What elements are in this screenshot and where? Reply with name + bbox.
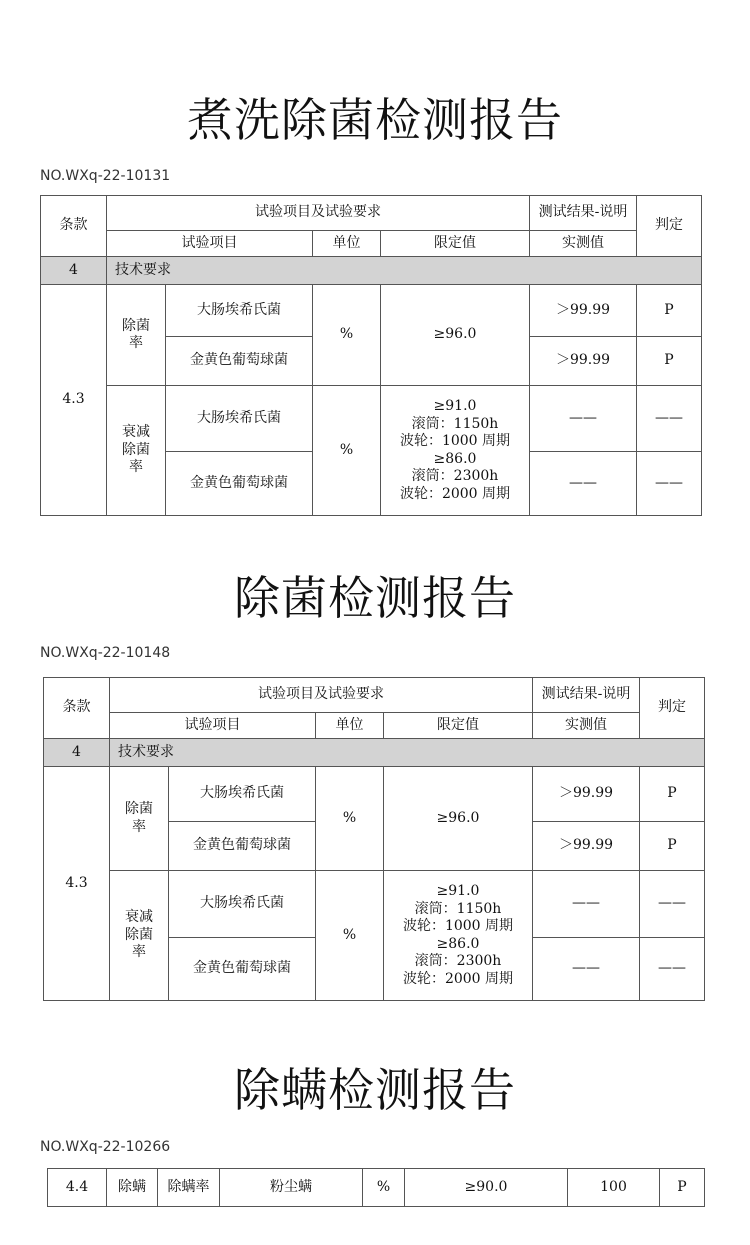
verdict-cell: P [637, 337, 702, 386]
verdict-cell: P [637, 285, 702, 337]
report-3-title: 除螨检测报告 [234, 1063, 516, 1117]
header-result-note: 测试结果-说明 [530, 196, 637, 231]
group-name: 除菌率 [107, 285, 166, 386]
measured-cell: —— [530, 452, 637, 516]
report-1-doc-no: NO.WXq-22-10131 [40, 168, 171, 184]
unit-cell: % [313, 285, 381, 386]
test-item: 大肠埃希氏菌 [166, 285, 313, 337]
unit-cell: % [316, 767, 384, 871]
header-verdict: 判定 [637, 196, 702, 257]
verdict-cell: —— [637, 452, 702, 516]
clause-no: 4.3 [44, 767, 110, 1001]
report-1-table [40, 195, 702, 516]
limit-cell: ≥90.0 [405, 1169, 568, 1207]
report-2-doc-no: NO.WXq-22-10148 [40, 645, 171, 661]
measured-cell: —— [530, 386, 637, 452]
measured-cell: 100 [568, 1169, 660, 1207]
test-item: 金黄色葡萄球菌 [169, 822, 316, 871]
verdict-cell: P [660, 1169, 705, 1207]
section-no: 4 [41, 257, 107, 285]
test-item: 金黄色葡萄球菌 [169, 938, 316, 1001]
report-2-table [43, 677, 705, 1001]
report-3-table [47, 1168, 705, 1207]
group-name: 除菌率 [110, 767, 169, 871]
measured-cell: ＞99.99 [533, 822, 640, 871]
header-measured: 实测值 [530, 231, 637, 257]
limit-cell: ≥91.0 滚筒：1150h 波轮：1000 周期 ≥86.0 滚筒：2300h 波轮：2000 周期 [384, 871, 533, 1001]
group-name: 衰减除菌率 [110, 871, 169, 1001]
section-label: 技术要求 [110, 739, 705, 767]
header-items-req: 试验项目及试验要求 [107, 196, 530, 231]
unit-cell: % [313, 386, 381, 516]
section-no: 4 [44, 739, 110, 767]
verdict-cell: —— [637, 386, 702, 452]
header-unit: 单位 [316, 713, 384, 739]
unit-cell: % [363, 1169, 405, 1207]
test-item: 金黄色葡萄球菌 [166, 337, 313, 386]
report-3-doc-no: NO.WXq-22-10266 [40, 1139, 171, 1155]
header-clause: 条款 [41, 196, 107, 257]
test-item: 大肠埃希氏菌 [169, 767, 316, 822]
verdict-cell: —— [640, 871, 705, 938]
unit-cell: % [316, 871, 384, 1001]
limit-cell: ≥96.0 [384, 767, 533, 871]
limit-cell: ≥91.0 滚筒：1150h 波轮：1000 周期 ≥86.0 滚筒：2300h 波轮：2000 周期 [381, 386, 530, 516]
test-item: 金黄色葡萄球菌 [166, 452, 313, 516]
test-item: 除螨率 [158, 1169, 220, 1207]
report-2-title: 除菌检测报告 [234, 571, 516, 625]
category-cell: 除螨 [107, 1169, 158, 1207]
test-item: 大肠埃希氏菌 [169, 871, 316, 938]
clause-no: 4.4 [48, 1169, 107, 1207]
clause-no: 4.3 [41, 285, 107, 516]
header-limit: 限定值 [381, 231, 530, 257]
measured-cell: ＞99.99 [530, 337, 637, 386]
limit-cell: ≥96.0 [381, 285, 530, 386]
measured-cell: ＞99.99 [533, 767, 640, 822]
header-test-item: 试验项目 [107, 231, 313, 257]
measured-cell: ＞99.99 [530, 285, 637, 337]
header-measured: 实测值 [533, 713, 640, 739]
verdict-cell: P [640, 767, 705, 822]
header-clause: 条款 [44, 678, 110, 739]
header-unit: 单位 [313, 231, 381, 257]
section-label: 技术要求 [107, 257, 702, 285]
verdict-cell: —— [640, 938, 705, 1001]
header-test-item: 试验项目 [110, 713, 316, 739]
header-items-req: 试验项目及试验要求 [110, 678, 533, 713]
group-name: 衰减除菌率 [107, 386, 166, 516]
measured-cell: —— [533, 871, 640, 938]
header-result-note: 测试结果-说明 [533, 678, 640, 713]
target-cell: 粉尘螨 [220, 1169, 363, 1207]
header-verdict: 判定 [640, 678, 705, 739]
test-item: 大肠埃希氏菌 [166, 386, 313, 452]
report-1-title: 煮洗除菌检测报告 [187, 93, 563, 147]
header-limit: 限定值 [384, 713, 533, 739]
verdict-cell: P [640, 822, 705, 871]
measured-cell: —— [533, 938, 640, 1001]
